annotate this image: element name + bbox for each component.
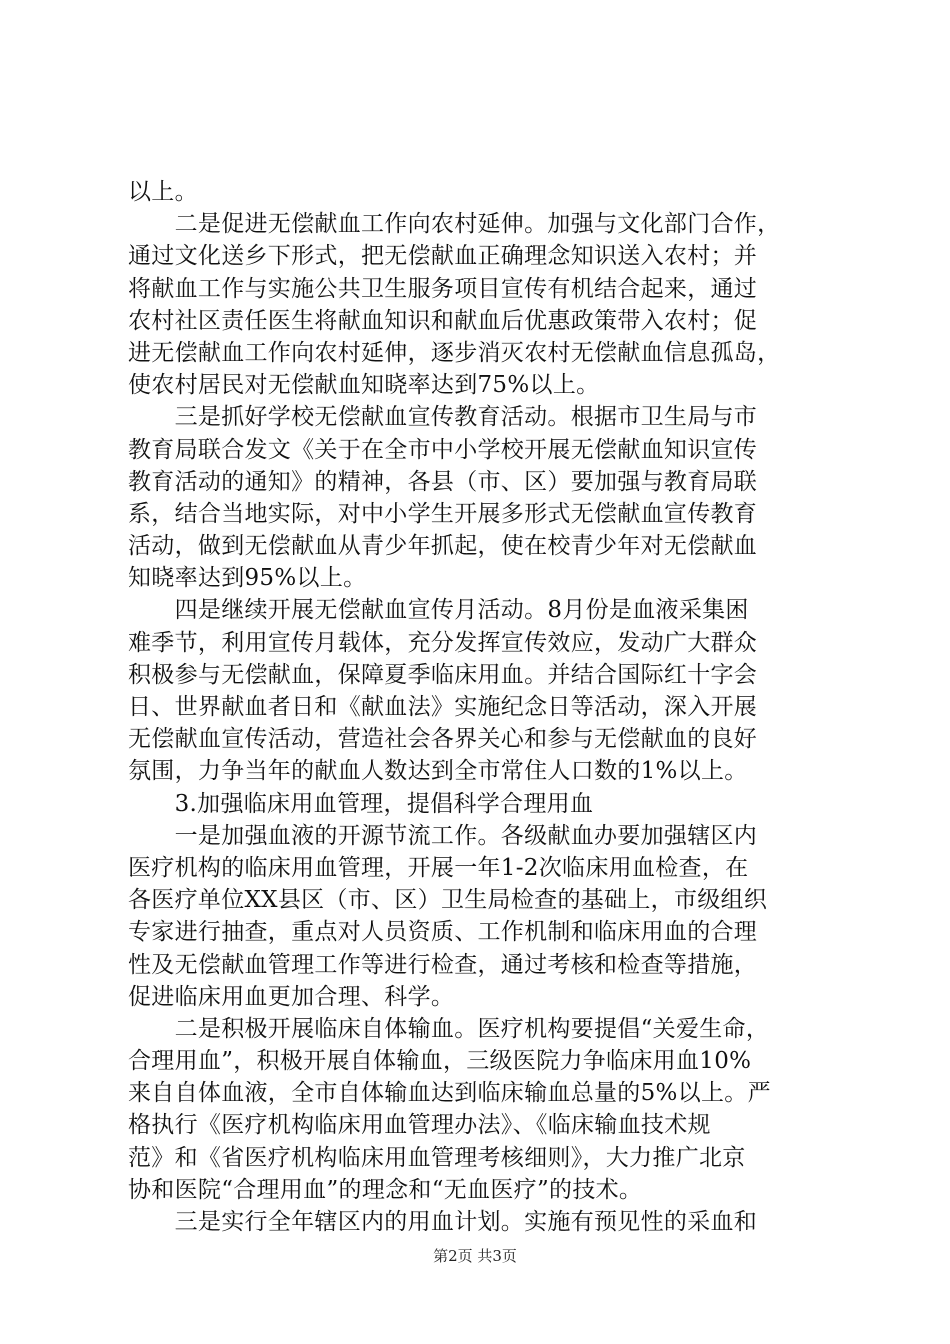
text-line: 进无偿献血工作向农村延伸，逐步消灭农村无偿献血信息孤岛， (128, 339, 781, 366)
text-line: 农村社区责任医生将献血知识和献血后优惠政策带入农村；促 (128, 307, 758, 334)
text-line: 活动，做到无偿献血从青少年抓起，使在校青少年对无偿献血 (128, 533, 758, 560)
document-body (128, 176, 828, 1238)
text-line: 合理用血”，积极开展自体输血，三级医院力争临床用血10% (128, 1048, 752, 1075)
text-line: 专家进行抽查，重点对人员资质、工作机制和临床用血的合理 (128, 919, 758, 946)
text-line: 三是实行全年辖区内的用血计划。实施有预见性的采血和 (128, 1209, 758, 1235)
text-line: 性及无偿献血管理工作等进行检查，通过考核和检查等措施， (128, 951, 758, 978)
page-footer: 第2页 共3页 (433, 1247, 517, 1265)
text-line: 无偿献血宣传活动，营造社会各界关心和参与无偿献血的良好 (128, 726, 758, 753)
text-line: 医疗机构的临床用血管理，开展一年1-2次临床用血检查，在 (128, 854, 749, 881)
text-line: 使农村居民对无偿献血知晓率达到75%以上。 (128, 372, 600, 399)
text-line: 教育活动的通知》的精神，各县（市、区）要加强与教育局联 (128, 468, 758, 495)
text-line: 氛围，力争当年的献血人数达到全市常住人口数的1%以上。 (128, 758, 748, 785)
text-line: 协和医院“合理用血”的理念和“无血医疗”的技术。 (128, 1176, 643, 1203)
text-line: 格执行《医疗机构临床用血管理办法》、《临床输血技术规 (128, 1112, 711, 1139)
text-line: 范》和《省医疗机构临床用血管理考核细则》，大力推广北京 (128, 1144, 746, 1171)
text-line: 日、世界献血者日和《献血法》实施纪念日等活动，深入开展 (128, 694, 758, 720)
text-line: 难季节，利用宣传月载体，充分发挥宣传效应，发动广大群众 (128, 629, 758, 656)
text-line: 二是积极开展临床自体输血。医疗机构要提倡“关爱生命， (128, 1015, 770, 1042)
text-line: 三是抓好学校无偿献血宣传教育活动。根据市卫生局与市 (128, 404, 758, 431)
text-line: 四是继续开展无偿献血宣传月活动。8月份是血液采集困 (128, 597, 749, 624)
text-line: 一是加强血液的开源节流工作。各级献血办要加强辖区内 (128, 822, 758, 849)
text-line: 通过文化送乡下形式，把无偿献血正确理念知识送入农村；并 (128, 243, 758, 270)
text-line: 二是促进无偿献血工作向农村延伸。加强与文化部门合作， (128, 211, 781, 238)
text-line: 以上。 (128, 179, 198, 205)
text-line: 系，结合当地实际，对中小学生开展多形式无偿献血宣传教育 (128, 500, 758, 527)
text-line: 将献血工作与实施公共卫生服务项目宣传有机结合起来，通过 (128, 275, 758, 302)
text-line: 积极参与无偿献血，保障夏季临床用血。并结合国际红十字会 (128, 661, 758, 688)
text-line: 知晓率达到95%以上。 (128, 565, 367, 592)
text-line: 3.加强临床用血管理，提倡科学合理用血 (128, 790, 594, 817)
text-line: 来自自体血液，全市自体输血达到临床输血总量的5%以上。严 (128, 1080, 771, 1107)
text-line: 教育局联合发文《关于在全市中小学校开展无偿献血知识宣传 (128, 436, 758, 463)
text-line: 各医疗单位XX县区（市、区）卫生局检查的基础上，市级组织 (128, 887, 768, 914)
text-line: 促进临床用血更加合理、科学。 (128, 983, 455, 1010)
